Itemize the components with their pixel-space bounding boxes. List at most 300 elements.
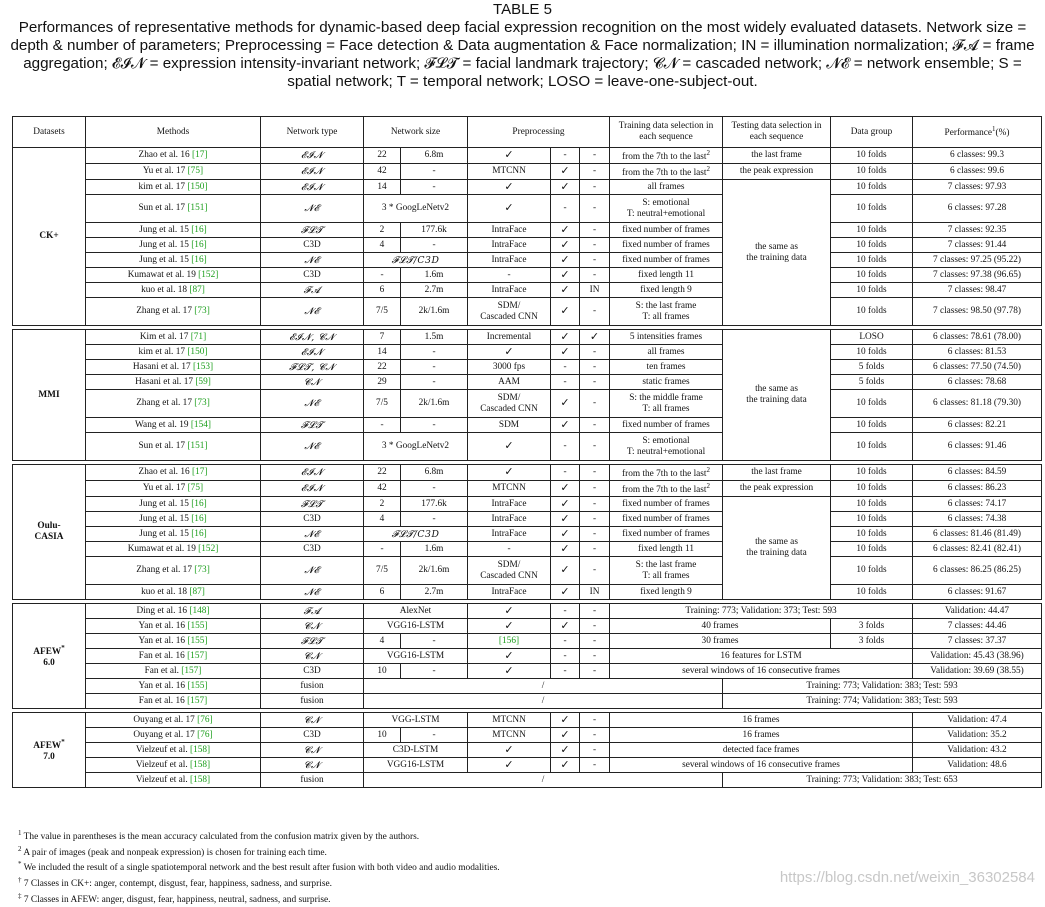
network-type-cell: 𝓕𝓐: [261, 604, 364, 619]
face-normalization-cell: -: [580, 512, 610, 527]
face-normalization-cell: -: [580, 604, 610, 619]
table-row: [13, 758, 1042, 773]
citation-ref: [17]: [191, 150, 208, 161]
performance-cell: Validation: 39.69 (38.55): [913, 664, 1042, 679]
data-augmentation-cell: ✓: [551, 238, 580, 253]
face-normalization-cell: -: [580, 542, 610, 557]
data-augmentation-cell: ✓: [551, 223, 580, 238]
col-training-data: Training data selection in each sequence: [610, 117, 723, 148]
network-size-cell: 𝓕𝓛𝓣/C3D: [364, 527, 468, 542]
network-type-cell: 𝓒𝓝: [261, 649, 364, 664]
footnote-mark: 2: [18, 844, 22, 853]
watermark: https://blog.csdn.net/weixin_36302584: [779, 869, 1035, 886]
data-group-cell: 10 folds: [831, 542, 913, 557]
col-testing-data: Testing data selection in each sequence: [723, 117, 831, 148]
face-detection-cell: -: [468, 268, 551, 283]
citation-ref: [154]: [190, 419, 211, 430]
performance-cell: 7 classes: 44.46: [913, 619, 1042, 634]
citation-ref: [16]: [191, 513, 207, 524]
data-group-cell: 10 folds: [831, 512, 913, 527]
face-normalization-cell: -: [580, 298, 610, 326]
col-data-group: Data group: [831, 117, 913, 148]
network-params-cell: -: [401, 360, 468, 375]
training-selection-cell: Training: 774; Validation: 383; Test: 593: [723, 694, 1042, 709]
face-detection-cell: IntraFace: [468, 253, 551, 268]
network-params-cell: -: [401, 238, 468, 253]
network-type-cell: fusion: [261, 773, 364, 788]
method-cell: Vielzeuf et al. [158]: [86, 758, 261, 773]
face-detection-cell: ✓: [468, 345, 551, 360]
network-params-cell: 177.6k: [401, 497, 468, 512]
face-detection-cell: ✓: [468, 743, 551, 758]
citation-ref: [150]: [187, 181, 208, 192]
training-selection-cell: all frames: [610, 180, 723, 195]
table-row: [13, 713, 1042, 728]
face-normalization-cell: -: [580, 743, 610, 758]
performance-cell: Validation: 47.4: [913, 713, 1042, 728]
network-params-cell: 6.8m: [401, 465, 468, 481]
table-row: [13, 238, 1042, 253]
citation-ref: [152]: [198, 543, 219, 554]
data-group-cell: 10 folds: [831, 195, 913, 223]
training-selection-cell: fixed length 11: [610, 268, 723, 283]
footnote-text: A pair of images (peak and nonpeak expression) is chosen for training each time.: [21, 847, 327, 858]
performance-cell: 6 classes: 86.25 (86.25): [913, 557, 1042, 585]
data-augmentation-cell: ✓: [551, 497, 580, 512]
face-normalization-cell: -: [580, 164, 610, 180]
performance-cell: Validation: 43.2: [913, 743, 1042, 758]
performance-cell: 7 classes: 98.50 (97.78): [913, 298, 1042, 326]
data-augmentation-cell: ✓: [551, 268, 580, 283]
table-row: [13, 604, 1042, 619]
training-selection-cell: fixed number of frames: [610, 497, 723, 512]
data-augmentation-cell: ✓: [551, 713, 580, 728]
face-normalization-cell: -: [580, 713, 610, 728]
network-depth-cell: -: [364, 268, 401, 283]
network-depth-cell: 14: [364, 180, 401, 195]
method-cell: Hasani et al. 17 [153]: [86, 360, 261, 375]
training-selection-cell: S: the last frame T: all frames: [610, 298, 723, 326]
face-detection-cell: MTCNN: [468, 481, 551, 497]
network-params-cell: 2k/1.6m: [401, 557, 468, 585]
face-detection-cell: ✓: [468, 465, 551, 481]
method-cell: Sun et al. 17 [151]: [86, 195, 261, 223]
performance-cell: 6 classes: 91.67: [913, 585, 1042, 600]
performance-cell: 7 classes: 37.37: [913, 634, 1042, 649]
network-type-cell: C3D: [261, 542, 364, 557]
citation-ref: [75]: [187, 166, 204, 177]
data-augmentation-cell: -: [551, 634, 580, 649]
network-type-cell: 𝓔𝓘𝓝: [261, 481, 364, 497]
method-cell: Hasani et al. 17 [59]: [86, 375, 261, 390]
footnote-line: [18, 859, 500, 875]
data-augmentation-cell: ✓: [551, 728, 580, 743]
network-depth-cell: 42: [364, 481, 401, 497]
dataset-cell: AFEW* 7.0: [13, 713, 86, 788]
table-body: [13, 148, 1042, 788]
network-type-cell: 𝓔𝓘𝓝: [261, 148, 364, 164]
network-params-cell: -: [401, 375, 468, 390]
footnote-mark: 1: [18, 829, 22, 837]
training-selection-cell: from the 7th to the last$^2$: [610, 148, 723, 164]
data-group-cell: 10 folds: [831, 253, 913, 268]
testing-selection-cell: the last frame: [723, 465, 831, 481]
method-cell: Yan et al. 16 [155]: [86, 619, 261, 634]
face-detection-cell: ✓: [468, 758, 551, 773]
network-type-cell: 𝓝𝓔: [261, 557, 364, 585]
network-depth-cell: 7/5: [364, 390, 401, 418]
table-row: [13, 433, 1042, 461]
method-cell: Yu et al. 17 [75]: [86, 164, 261, 180]
data-group-cell: 10 folds: [831, 481, 913, 497]
table-row: [13, 497, 1042, 512]
citation-ref: [157]: [187, 695, 208, 706]
footnote-line: [18, 844, 500, 860]
footnote-mark: †: [18, 876, 22, 885]
network-type-cell: 𝓔𝓘𝓝: [261, 465, 364, 481]
performance-cell: Validation: 44.47: [913, 604, 1042, 619]
method-cell: Yan et al. 16 [155]: [86, 634, 261, 649]
performance-cell: 6 classes: 99.6: [913, 164, 1042, 180]
face-normalization-cell: IN: [580, 283, 610, 298]
network-type-cell: 𝓝𝓔: [261, 253, 364, 268]
method-cell: Vielzeuf et al. [158]: [86, 743, 261, 758]
network-depth-cell: 29: [364, 375, 401, 390]
network-type-cell: 𝓝𝓔: [261, 298, 364, 326]
data-augmentation-cell: -: [551, 433, 580, 461]
face-detection-cell: AAM: [468, 375, 551, 390]
testing-selection-cell: the peak expression: [723, 481, 831, 497]
network-params-cell: 1.5m: [401, 330, 468, 345]
training-selection-cell: from the 7th to the last$^2$: [610, 164, 723, 180]
network-size-cell: 𝓕𝓛𝓣/C3D: [364, 253, 468, 268]
method-cell: Yu et al. 17 [75]: [86, 481, 261, 497]
caption-text: Performances of representative methods for dynamic-based deep facial expression recognition on the most widely evaluated datasets. Network size = depth & number of parameters; Preprocessing = Face detection & Data augmentation & Face normalization; IN = illumination normalization; 𝓕𝓐 = frame aggregation; 𝓔𝓘𝓝 = expression intensity-invariant network; 𝓕𝓛𝓣 = facial landmark trajectory; 𝓒𝓝 = cascaded network; 𝓝𝓔 = network ensemble; S = spatial network; T = temporal network; LOSO = leave-one-subject-out.: [10, 19, 1035, 90]
dataset-cell: Oulu- CASIA: [13, 465, 86, 600]
table-row: [13, 180, 1042, 195]
performance-cell: 6 classes: 81.18 (79.30): [913, 390, 1042, 418]
performance-cell: 7 classes: 98.47: [913, 283, 1042, 298]
training-selection-cell: S: the last frame T: all frames: [610, 557, 723, 585]
data-augmentation-cell: ✓: [551, 253, 580, 268]
network-depth-cell: 42: [364, 164, 401, 180]
citation-ref: [157]: [181, 665, 202, 676]
training-selection-cell: S: emotional T: neutral+emotional: [610, 433, 723, 461]
data-group-cell: 10 folds: [831, 418, 913, 433]
face-detection-cell: ✓: [468, 195, 551, 223]
network-depth-cell: 14: [364, 345, 401, 360]
citation-ref: [151]: [187, 203, 208, 214]
performance-cell: 6 classes: 78.68: [913, 375, 1042, 390]
footnote-text: 7 Classes in AFEW: anger, disgust, fear, happiness, neutral, sadness, and surprise.: [21, 895, 331, 905]
col-performance: [913, 117, 1042, 148]
table-row: [13, 345, 1042, 360]
dataset-cell: CK+: [13, 148, 86, 326]
table-row: [13, 557, 1042, 585]
slash-cell: /: [364, 679, 723, 694]
data-augmentation-cell: ✓: [551, 330, 580, 345]
data-augmentation-cell: ✓: [551, 585, 580, 600]
testing-selection-cell: the same as the training data: [723, 497, 831, 600]
face-detection-cell: Incremental: [468, 330, 551, 345]
training-selection-cell: fixed length 11: [610, 542, 723, 557]
data-augmentation-cell: -: [551, 664, 580, 679]
network-params-cell: 6.8m: [401, 148, 468, 164]
network-type-cell: 𝓝𝓔: [261, 527, 364, 542]
table-row: [13, 679, 1042, 694]
method-cell: Zhang et al. 17 [73]: [86, 390, 261, 418]
table-row: [13, 743, 1042, 758]
network-params-cell: -: [401, 345, 468, 360]
network-type-cell: 𝓒𝓝: [261, 619, 364, 634]
network-size-cell: VGG16-LSTM: [364, 619, 468, 634]
face-detection-cell: IntraFace: [468, 527, 551, 542]
training-selection-cell: Training: 773; Validation: 383; Test: 653: [723, 773, 1042, 788]
data-augmentation-cell: ✓: [551, 512, 580, 527]
method-cell: Fan et al. [157]: [86, 664, 261, 679]
network-params-cell: 1.6m: [401, 268, 468, 283]
training-selection-cell: from the 7th to the last$^2$: [610, 481, 723, 497]
table-row: [13, 298, 1042, 326]
training-selection-cell: fixed number of frames: [610, 253, 723, 268]
network-type-cell: fusion: [261, 679, 364, 694]
citation-ref: [158]: [190, 744, 211, 755]
face-detection-cell: SDM: [468, 418, 551, 433]
network-params-cell: -: [401, 634, 468, 649]
network-type-cell: 𝓕𝓛𝓣: [261, 418, 364, 433]
face-detection-cell: ✓: [468, 433, 551, 461]
method-cell: Zhang et al. 17 [73]: [86, 557, 261, 585]
face-normalization-cell: -: [580, 557, 610, 585]
face-detection-cell: SDM/ Cascaded CNN: [468, 557, 551, 585]
training-selection-cell: ten frames: [610, 360, 723, 375]
method-cell: Zhao et al. 16 [17]: [86, 465, 261, 481]
table-row: [13, 465, 1042, 481]
face-detection-cell: ✓: [468, 148, 551, 164]
performance-cell: 7 classes: 91.44: [913, 238, 1042, 253]
results-table: [12, 116, 1042, 788]
training-selection-cell: 30 frames: [610, 634, 831, 649]
data-augmentation-cell: ✓: [551, 298, 580, 326]
training-selection-cell: from the 7th to the last$^2$: [610, 465, 723, 481]
method-cell: Ouyang et al. 17 [76]: [86, 713, 261, 728]
network-params-cell: 2k/1.6m: [401, 298, 468, 326]
face-normalization-cell: -: [580, 375, 610, 390]
table-row: [13, 253, 1042, 268]
network-type-cell: 𝓒𝓝: [261, 713, 364, 728]
method-cell: Jung et al. 15 [16]: [86, 497, 261, 512]
face-detection-cell: ✓: [468, 664, 551, 679]
method-cell: kim et al. 17 [150]: [86, 345, 261, 360]
network-type-cell: 𝓒𝓝: [261, 743, 364, 758]
dataset-cell: AFEW* 6.0: [13, 604, 86, 709]
network-type-cell: fusion: [261, 694, 364, 709]
network-depth-cell: 7/5: [364, 557, 401, 585]
footnote-text: We included the result of a single spatiotemporal network and the best result after fusion with both video and audio modalities.: [21, 863, 500, 874]
network-type-cell: C3D: [261, 664, 364, 679]
training-selection-cell: all frames: [610, 345, 723, 360]
training-selection-cell: fixed length 9: [610, 283, 723, 298]
citation-ref: [17]: [191, 467, 208, 478]
method-cell: Jung et al. 15 [16]: [86, 253, 261, 268]
network-type-cell: 𝓔𝓘𝓝: [261, 164, 364, 180]
training-selection-cell: 16 features for LSTM: [610, 649, 913, 664]
network-size-cell: VGG16-LSTM: [364, 649, 468, 664]
slash-cell: /: [364, 773, 723, 788]
data-group-cell: 10 folds: [831, 557, 913, 585]
citation-ref: [152]: [198, 269, 219, 280]
network-type-cell: 𝓝𝓔: [261, 585, 364, 600]
footnote-line: [18, 875, 500, 891]
method-cell: Jung et al. 15 [16]: [86, 238, 261, 253]
network-depth-cell: 22: [364, 360, 401, 375]
performance-cell: Validation: 35.2: [913, 728, 1042, 743]
data-group-cell: 10 folds: [831, 497, 913, 512]
citation-ref: [73]: [194, 398, 210, 409]
table-row: [13, 418, 1042, 433]
training-selection-cell: 5 intensities frames: [610, 330, 723, 345]
training-selection-cell: static frames: [610, 375, 723, 390]
network-type-cell: 𝓕𝓐: [261, 283, 364, 298]
face-normalization-cell: -: [580, 649, 610, 664]
training-selection-cell: fixed number of frames: [610, 223, 723, 238]
data-group-cell: 10 folds: [831, 223, 913, 238]
performance-cell: 7 classes: 97.93: [913, 180, 1042, 195]
face-detection-cell: MTCNN: [468, 713, 551, 728]
face-normalization-cell: -: [580, 465, 610, 481]
face-normalization-cell: -: [580, 634, 610, 649]
training-selection-cell: several windows of 16 consecutive frames: [610, 758, 913, 773]
citation-ref: [157]: [187, 650, 208, 661]
method-cell: Sun et al. 17 [151]: [86, 433, 261, 461]
face-normalization-cell: ✓: [580, 330, 610, 345]
performance-cell: 6 classes: 91.46: [913, 433, 1042, 461]
data-augmentation-cell: -: [551, 195, 580, 223]
data-group-cell: 10 folds: [831, 527, 913, 542]
table-row: [13, 390, 1042, 418]
face-normalization-cell: -: [580, 253, 610, 268]
face-normalization-cell: -: [580, 180, 610, 195]
network-params-cell: -: [401, 180, 468, 195]
face-normalization-cell: -: [580, 497, 610, 512]
network-type-cell: 𝓔𝓘𝓝: [261, 180, 364, 195]
network-depth-cell: 7: [364, 330, 401, 345]
table-row: [13, 268, 1042, 283]
method-cell: Kumawat et al. 19 [152]: [86, 268, 261, 283]
performance-cell: 6 classes: 97.28: [913, 195, 1042, 223]
citation-ref: [155]: [187, 620, 208, 631]
performance-cell: 6 classes: 78.61 (78.00): [913, 330, 1042, 345]
table-row: [13, 664, 1042, 679]
face-detection-cell: IntraFace: [468, 283, 551, 298]
data-augmentation-cell: -: [551, 375, 580, 390]
face-detection-cell: ✓: [468, 619, 551, 634]
data-augmentation-cell: ✓: [551, 283, 580, 298]
col-methods: Methods: [86, 117, 261, 148]
network-params-cell: 2.7m: [401, 283, 468, 298]
data-augmentation-cell: -: [551, 465, 580, 481]
data-group-cell: 10 folds: [831, 465, 913, 481]
network-type-cell: C3D: [261, 728, 364, 743]
data-group-cell: 10 folds: [831, 298, 913, 326]
data-group-cell: 3 folds: [831, 634, 913, 649]
citation-ref: [155]: [187, 680, 208, 691]
face-detection-cell: [156]: [468, 634, 551, 649]
training-selection-cell: 16 frames: [610, 728, 913, 743]
citation-ref: [16]: [191, 224, 207, 235]
performance-cell: 6 classes: 74.38: [913, 512, 1042, 527]
citation-ref: [16]: [191, 498, 207, 509]
method-cell: Vielzeuf et al. [158]: [86, 773, 261, 788]
face-normalization-cell: -: [580, 195, 610, 223]
table-row: [13, 283, 1042, 298]
network-depth-cell: 6: [364, 283, 401, 298]
citation-ref: [75]: [187, 483, 204, 494]
performance-cell: 7 classes: 97.25 (95.22): [913, 253, 1042, 268]
method-cell: Jung et al. 15 [16]: [86, 527, 261, 542]
data-augmentation-cell: ✓: [551, 180, 580, 195]
face-normalization-cell: -: [580, 268, 610, 283]
network-type-cell: 𝓕𝓛𝓣: [261, 634, 364, 649]
citation-ref: [148]: [189, 605, 210, 616]
data-augmentation-cell: ✓: [551, 542, 580, 557]
network-params-cell: -: [401, 481, 468, 497]
citation-ref: [158]: [190, 774, 211, 785]
performance-cell: 6 classes: 81.46 (81.49): [913, 527, 1042, 542]
performance-cell: 6 classes: 74.17: [913, 497, 1042, 512]
network-type-cell: C3D: [261, 268, 364, 283]
performance-label: Performance: [944, 128, 993, 139]
data-group-cell: 10 folds: [831, 433, 913, 461]
network-depth-cell: 22: [364, 465, 401, 481]
training-selection-cell: fixed number of frames: [610, 527, 723, 542]
face-normalization-cell: -: [580, 223, 610, 238]
col-network-size: Network size: [364, 117, 468, 148]
table-number: TABLE 5: [493, 1, 552, 18]
network-params-cell: -: [401, 512, 468, 527]
network-size-cell: 3 * GoogLeNetv2: [364, 433, 468, 461]
table-row: [13, 634, 1042, 649]
face-normalization-cell: -: [580, 527, 610, 542]
face-normalization-cell: IN: [580, 585, 610, 600]
footnote-text: The value in parentheses is the mean accuracy calculated from the confusion matrix given by the authors.: [21, 832, 420, 843]
network-type-cell: 𝓝𝓔: [261, 390, 364, 418]
citation-ref: [87]: [189, 586, 205, 597]
face-normalization-cell: -: [580, 758, 610, 773]
data-group-cell: 10 folds: [831, 268, 913, 283]
performance-cell: 7 classes: 97.38 (96.65): [913, 268, 1042, 283]
method-cell: Zhao et al. 16 [17]: [86, 148, 261, 164]
data-augmentation-cell: ✓: [551, 557, 580, 585]
network-size-cell: VGG-LSTM: [364, 713, 468, 728]
table-row: [13, 375, 1042, 390]
data-augmentation-cell: ✓: [551, 164, 580, 180]
performance-cell: Validation: 48.6: [913, 758, 1042, 773]
data-group-cell: 10 folds: [831, 585, 913, 600]
face-normalization-cell: -: [580, 418, 610, 433]
network-type-cell: C3D: [261, 512, 364, 527]
network-params-cell: 1.6m: [401, 542, 468, 557]
network-depth-cell: -: [364, 418, 401, 433]
data-augmentation-cell: ✓: [551, 743, 580, 758]
network-size-cell: 3 * GoogLeNetv2: [364, 195, 468, 223]
citation-ref: [71]: [190, 331, 207, 342]
slash-cell: /: [364, 694, 723, 709]
dataset-cell: MMI: [13, 330, 86, 461]
training-selection-cell: S: the middle frame T: all frames: [610, 390, 723, 418]
method-cell: Ouyang et al. 17 [76]: [86, 728, 261, 743]
table-row: [13, 164, 1042, 180]
